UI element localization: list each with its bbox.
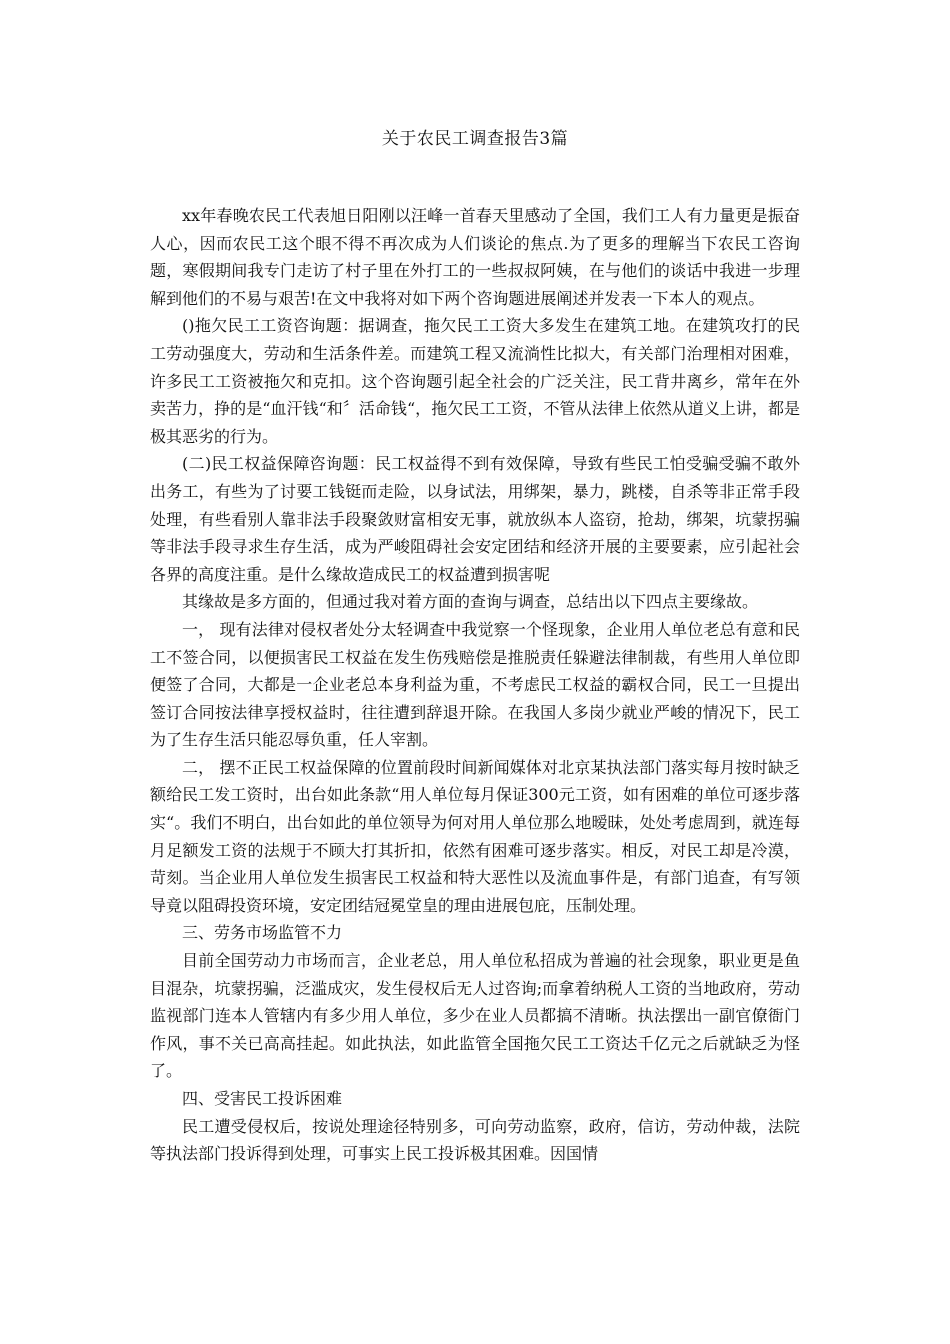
paragraph-rights-protection: (二)民工权益保障咨询题：民工权益得不到有效保障，导致有些民工怕受骗受骗不敢外出务工，有些为了讨要工钱铤而走险，以身试法，用绑架，暴力，跳楼，自杀等非正常手段处理，有些看别人靠非法手段聚敛财富相安无事，就放纵本人盗窃，抢劫，绑架，坑蒙拐骗等非法手段寻求生存生活，成为严峻阻碍社会安定团结和经济开展的主要要素，应引起社会各界的高度注重。是什么缘故造成民工的权益遭到损害呢 [150, 454, 800, 584]
paragraph-intro: xx年春晚农民工代表旭日阳刚以汪峰一首春天里感动了全国，我们工人有力量更是振奋人心，因而农民工这个眼不得不再次成为人们谈论的焦点.为了更多的理解当下农民工咨询题，寒假期间我专门走访了村子里在外打工的一些叔叔阿姨，在与他们的谈话中我进一步理解到他们的不易与艰苦!在文中我将对如下两个咨询题进展阐述并发表一下本人的观点。 [150, 206, 800, 308]
document-title: 关于农民工调查报告3篇 [381, 129, 569, 149]
heading-cause-four: 四、受害民工投诉困难 [182, 1089, 343, 1108]
paragraph-cause-four: 民工遭受侵权后，按说处理途径特别多，可向劳动监察，政府，信访，劳动仲裁，法院等执法部门投诉得到处理，可事实上民工投诉极其困难。因国情 [150, 1116, 800, 1164]
paragraph-cause-three: 目前全国劳动力市场而言，企业老总，用人单位私招成为普遍的社会现象，职业更是鱼目混杂，坑蒙拐骗，泛滥成灾，发生侵权后无人过咨询;而拿着纳税人工资的当地政府，劳动监视部门连本人管辖内有多少用人单位，多少在业人员都搞不清晰。执法摆出一副官僚衙门作风，事不关已高高挂起。如此执法，如此监管全国拖欠民工工资达千亿元之后就缺乏为怪了。 [150, 951, 800, 1081]
document-body [150, 202, 800, 1168]
paragraph-cause-one: 一， 现有法律对侵权者处分太轻调查中我觉察一个怪现象，企业用人单位老总有意和民工不签合同，以便损害民工权益在发生伤残赔偿是推脱责任躲避法律制裁，有些用人单位即便签了合同，大都是一企业老总本身利益为重，不考虑民工权益的霸权合同，民工一旦提出签订合同按法律享授权益时，往往遭到辞退开除。在我国人多岗少就业严峻的情况下，民工为了生存生活只能忍辱负重，任人宰割。 [150, 619, 800, 750]
paragraph-causes-summary: 其缘故是多方面的，但通过我对着方面的查询与调查，总结出以下四点主要缘故。 [182, 592, 759, 612]
heading-cause-three: 三、劳务市场监管不力 [182, 923, 343, 943]
paragraph-unpaid-wages: ()拖欠民工工资咨询题：据调查，拖欠民工工资大多发生在建筑工地。在建筑攻打的民工劳动强度大，劳动和生活条件差。而建筑工程又流淌性比拟大，有关部门治理相对困难，许多民工工资被拖欠和克扣。这个咨询题引起全社会的广泛关注，民工背井离乡，常年在外卖苦力，挣的是“血汗钱“和〞活命钱“，拖欠民工工资，不管从法律上依然从道义上讲，都是极其恶劣的行为。 [150, 316, 800, 446]
paragraph-cause-two: 二， 摆不正民工权益保障的位置前段时间新闻媒体对北京某执法部门落实每月按时缺乏额给民工发工资时，出台如此条款“用人单位每月保证300元工资，如有困难的单位可逐步落实“。我们不明白，出台如此的单位领导为何对用人单位那么地暧昧，处处考虑周到，就连每月足额发工资的法规于不顾大打其折扣，依然有困难可逐步落实。相反，对民工却是冷漠，苛刻。当企业用人单位发生损害民工权益和特大恶性以及流血事件是，有部门追查，有写领导竟以阻碍投资环境，安定团结冠冕堂皇的理由进展包庇，压制处理。 [150, 757, 800, 915]
